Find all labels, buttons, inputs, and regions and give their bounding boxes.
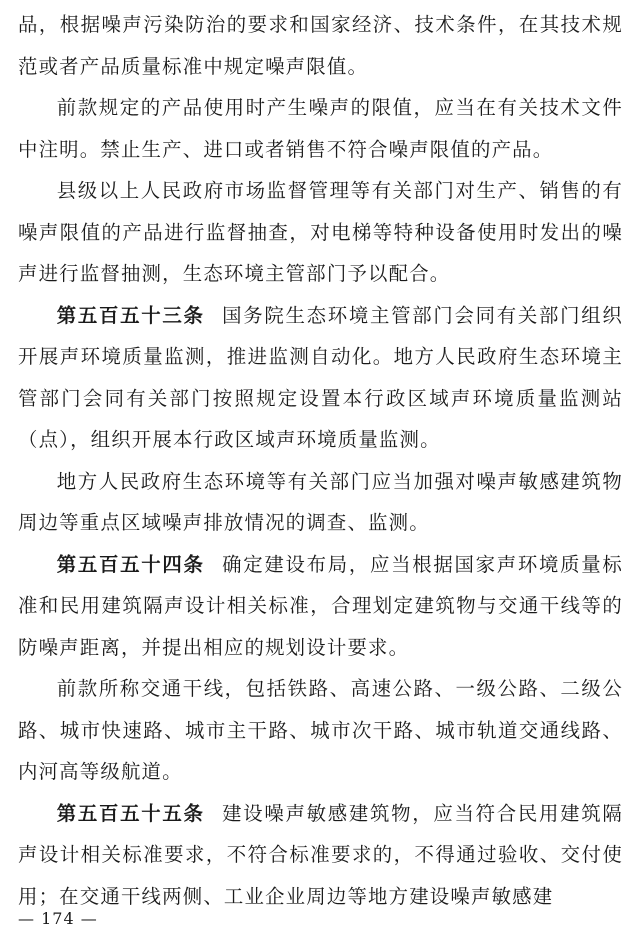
paragraph-text: 前款所称交通干线，包括铁路、高速公路、一级公路、二级公路、城市快速路、城市主干路、城市次干路、城市轨道交通线路、内河高等级航道。 [18,677,623,783]
paragraph-text: 建设噪声敏感建筑物，应当符合民用建筑隔声设计相关标准要求，不符合标准要求的，不得通过验收、交付使用；在交通干线两侧、工业企业周边等地方建设噪声敏感建 [18,801,623,908]
article-number: 第五百五十三条 [56,303,205,327]
paragraph-5 [18,461,623,544]
document-page [18,4,623,917]
article-number: 第五百五十五条 [56,801,205,825]
paragraph-3 [18,170,623,295]
page-number: — 174 — [18,909,98,928]
paragraph-7 [18,668,623,793]
paragraph-text: 县级以上人民政府市场监督管理等有关部门对生产、销售的有噪声限值的产品进行监督抽查，对电梯等特种设备使用时发出的噪声进行监督抽测，生态环境主管部门予以配合。 [18,179,623,285]
paragraph-1 [18,4,623,87]
paragraph-text: 前款规定的产品使用时产生噪声的限值，应当在有关技术文件中注明。禁止生产、进口或者销售不符合噪声限值的产品。 [18,96,623,161]
paragraph-text: 品，根据噪声污染防治的要求和国家经济、技术条件，在其技术规范或者产品质量标准中规定噪声限值。 [18,13,623,78]
article-555 [18,793,623,918]
paragraph-text: 国务院生态环境主管部门会同有关部门组织开展声环境质量监测，推进监测自动化。地方人民政府生态环境主管部门会同有关部门按照规定设置本行政区域声环境质量监测站（点），组织开展本行政区域声环境质量监测。 [18,303,623,451]
article-554 [18,544,623,669]
paragraph-2 [18,87,623,170]
paragraph-text: 确定建设布局，应当根据国家声环境质量标准和民用建筑隔声设计相关标准，合理划定建筑物与交通干线等的防噪声距离，并提出相应的规划设计要求。 [18,552,623,659]
paragraph-text: 地方人民政府生态环境等有关部门应当加强对噪声敏感建筑物周边等重点区域噪声排放情况的调查、监测。 [18,469,623,534]
article-number: 第五百五十四条 [56,552,205,576]
article-553 [18,295,623,461]
